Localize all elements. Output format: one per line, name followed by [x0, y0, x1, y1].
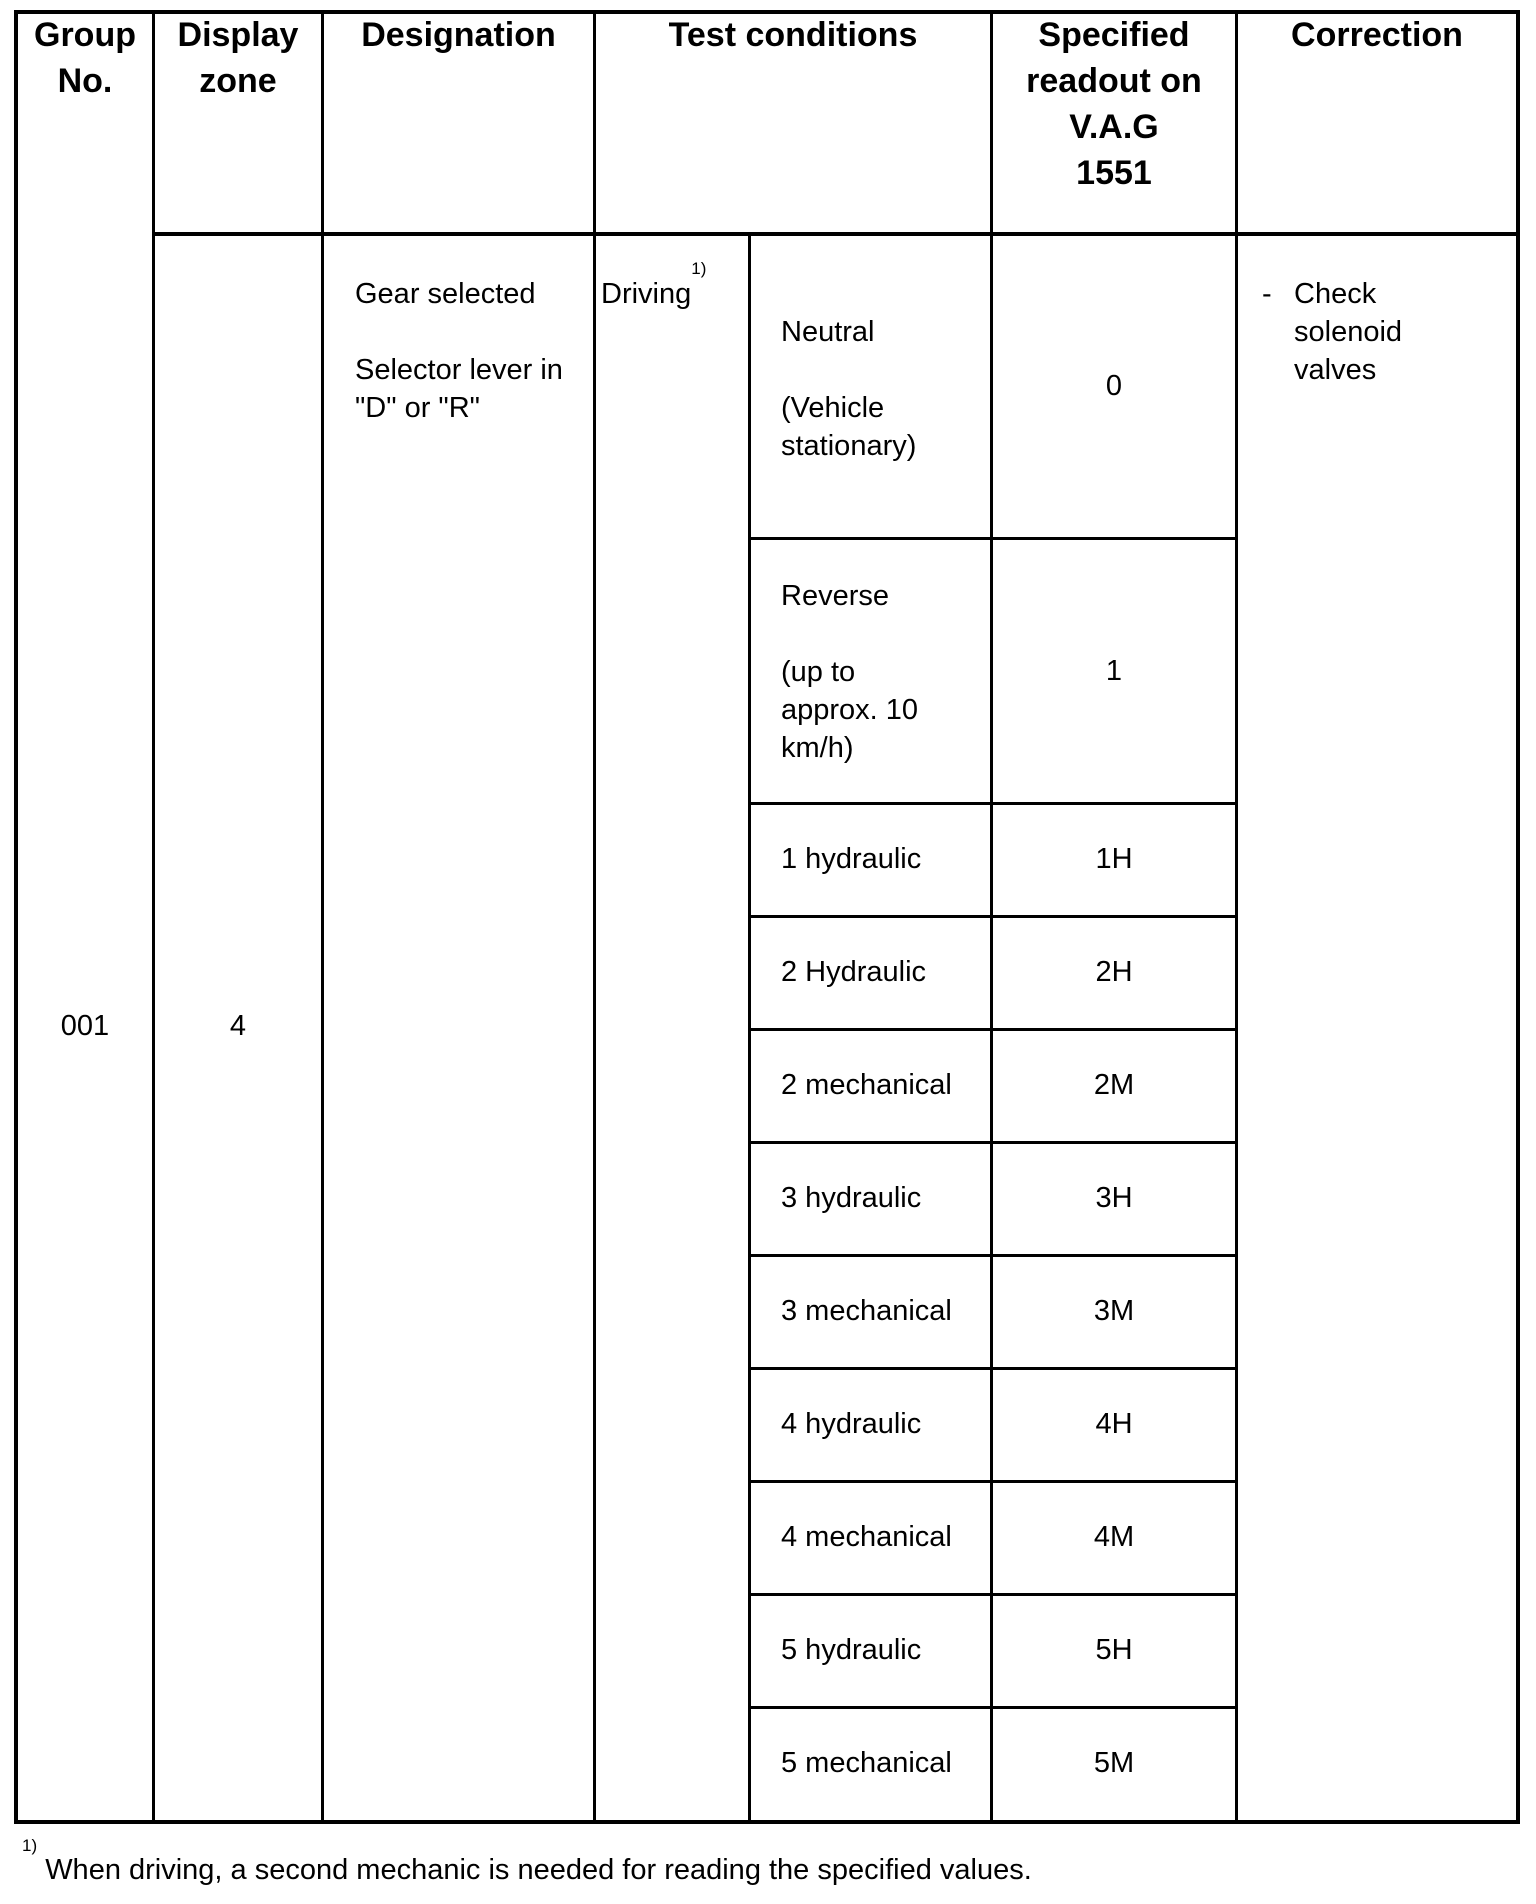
condition-cell: 1 hydraulic — [781, 843, 922, 875]
condition-neutral: Neutral (Vehicle stationary) — [781, 316, 917, 462]
col-line — [321, 10, 324, 1824]
col-line — [152, 10, 155, 1824]
readout-value: 3M — [1093, 1295, 1135, 1327]
footnote-text: When driving, a second mechanic is needed for reading the specified values. — [45, 1854, 1032, 1886]
row-line — [748, 1028, 1235, 1031]
condition-driving — [601, 259, 707, 313]
row-line — [748, 1706, 1235, 1709]
header-designation: Designation — [361, 16, 556, 54]
readout-value: 4M — [1093, 1521, 1135, 1553]
condition-cell: 4 hydraulic — [781, 1408, 922, 1440]
header-display-zone: Display zone — [177, 16, 299, 100]
designation-line: Selector lever in — [355, 354, 563, 386]
readout-value: 5M — [1093, 1747, 1135, 1779]
col-line — [593, 10, 596, 1824]
table-border-right — [1516, 10, 1520, 1824]
footnote-mark: 1) — [22, 1836, 38, 1855]
condition-cell: 5 mechanical — [781, 1747, 952, 1779]
display-zone-value: 4 — [229, 1010, 247, 1042]
readout-value: 5H — [1095, 1634, 1133, 1666]
row-line — [748, 1593, 1235, 1596]
row-line — [748, 1141, 1235, 1144]
correction-dash: - — [1262, 278, 1272, 310]
condition-cell: 3 mechanical — [781, 1295, 952, 1327]
header-group-no: Group No. — [34, 16, 136, 100]
row-line — [748, 915, 1235, 918]
col-line — [1235, 10, 1238, 1824]
condition-cell: 4 mechanical — [781, 1521, 952, 1553]
footnote-ref: 1) — [691, 259, 707, 278]
designation-text — [355, 275, 591, 427]
designation-line: "D" or "R" — [355, 392, 480, 424]
designation-line: Gear selected — [355, 278, 536, 310]
condition-cell: 3 hydraulic — [781, 1182, 922, 1214]
header-test-conditions: Test conditions — [668, 16, 918, 54]
row-line — [748, 537, 1235, 540]
table-border-left — [14, 10, 18, 1824]
row-line — [748, 802, 1235, 805]
condition-reverse: Reverse (up to approx. 10 km/h) — [781, 580, 919, 764]
correction-text — [1262, 275, 1512, 389]
condition-cell: 2 Hydraulic — [781, 956, 927, 988]
correction-line: valves — [1294, 354, 1377, 386]
table-border-bottom — [14, 1820, 1520, 1824]
readout-value: 1H — [1095, 843, 1133, 875]
condition-cell: 5 hydraulic — [781, 1634, 922, 1666]
correction-line: Check — [1294, 278, 1377, 310]
readout-value: 4H — [1095, 1408, 1133, 1440]
condition-driving-label: Driving — [601, 278, 692, 310]
header-specified-readout: Specified readout on V.A.G 1551 — [1026, 16, 1202, 192]
condition-cell: 2 mechanical — [781, 1069, 952, 1101]
readout-value: 3H — [1095, 1182, 1133, 1214]
readout-value: 0 — [1105, 370, 1123, 402]
group-no-value: 001 — [60, 1010, 110, 1042]
row-line — [748, 1480, 1235, 1483]
readout-value: 2H — [1095, 956, 1133, 988]
footnote — [22, 1836, 1032, 1888]
readout-value: 1 — [1105, 655, 1123, 687]
header-correction: Correction — [1291, 16, 1463, 54]
header-divider — [152, 232, 1520, 236]
correction-line: solenoid — [1294, 316, 1403, 348]
readout-value: 2M — [1093, 1069, 1135, 1101]
row-line — [748, 1254, 1235, 1257]
row-line — [748, 1367, 1235, 1370]
